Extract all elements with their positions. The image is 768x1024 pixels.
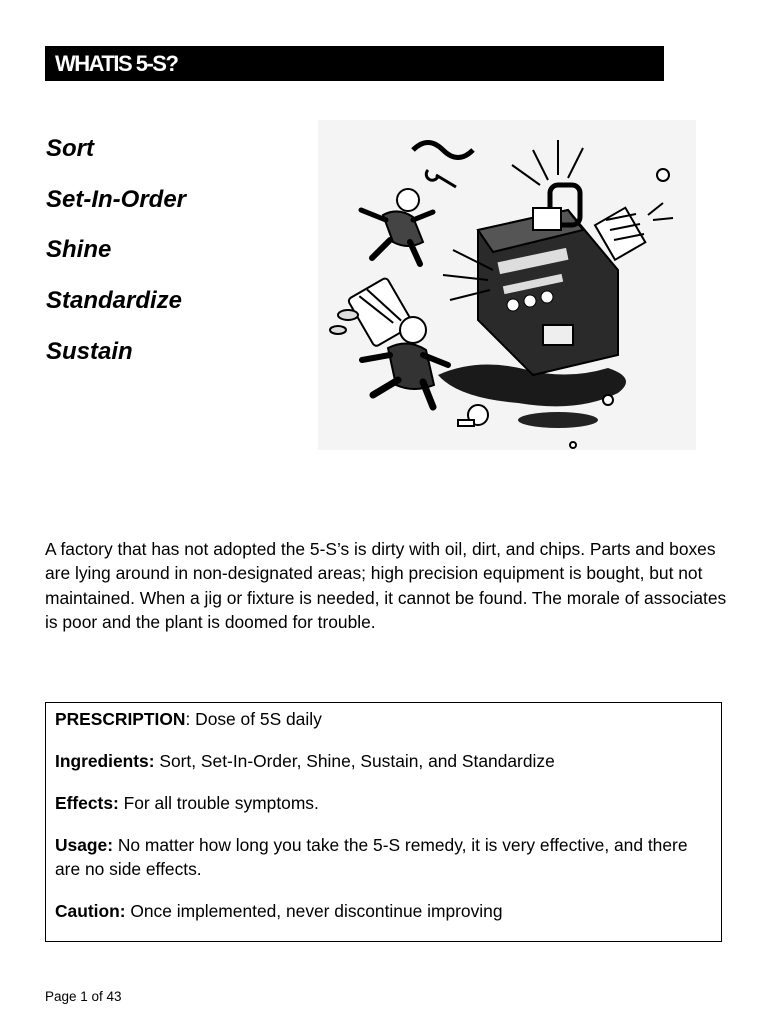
usage-text: No matter how long you take the 5-S remedy, it is very effective, and there are no side effects.: [55, 835, 688, 879]
five-s-item-sustain: Sustain: [46, 337, 133, 365]
usage-line: [55, 833, 710, 881]
intro-paragraph: A factory that has not adopted the 5-S’s is dirty with oil, dirt, and chips. Parts and boxes are lying around in non-designated areas; high precision equipment is bought, but not maintained. When a jig or fixture is needed, it cannot be found. The morale of associates is poor and the plant is doomed for trouble.: [45, 539, 727, 632]
five-s-item-sort: Sort: [46, 135, 94, 162]
prescription-text: Dose of 5S daily: [190, 709, 322, 729]
five-s-item-set-in-order: Set-In-Order: [46, 185, 187, 213]
five-s-list: [46, 129, 186, 382]
five-s-item-standardize: Standardize: [46, 287, 183, 315]
prescription-separator: :: [185, 709, 191, 729]
page-number: Page 1 of 43: [45, 989, 122, 1004]
effects-line: [55, 791, 710, 815]
prescription-box: [45, 702, 722, 942]
title-bar: [45, 46, 664, 81]
ingredients-text: Sort, Set-In-Order, Shine, Sustain, and Standardize: [154, 751, 555, 771]
ingredients-label: Ingredients:: [55, 751, 155, 771]
effects-label: Effects:: [55, 793, 119, 813]
prescription-line: [55, 707, 710, 731]
caution-label: Caution:: [55, 901, 126, 921]
ingredients-line: [55, 749, 710, 773]
usage-label: Usage:: [55, 835, 113, 855]
prescription-label: PRESCRIPTION: [55, 709, 186, 729]
caution-text: Once implemented, never discontinue improving: [125, 901, 503, 921]
chaotic-factory-illustration: [318, 120, 696, 450]
page-title: WHATIS 5-S?: [55, 51, 178, 76]
effects-text: For all trouble symptoms.: [118, 793, 319, 813]
five-s-item-shine: Shine: [46, 236, 112, 264]
caution-line: [55, 899, 710, 923]
